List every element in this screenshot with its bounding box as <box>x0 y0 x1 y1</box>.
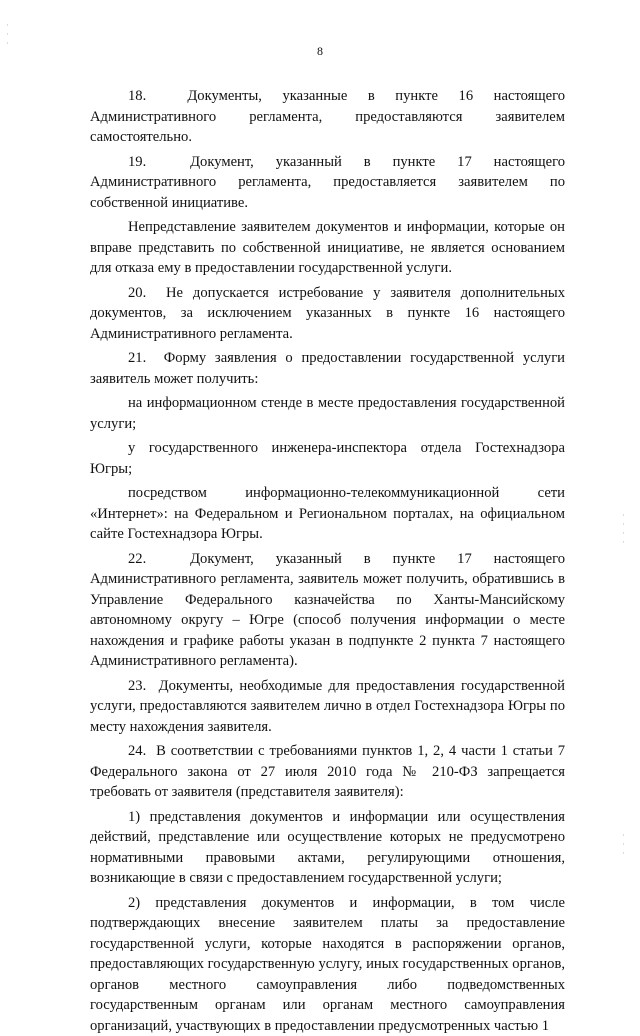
paragraph-24: 24. В соответствии с требованиями пунктов 1, 2, 4 части 1 статьи 7 Федерального закона от 27 июля 2010 года № 210-ФЗ запрещается требовать от заявителя (представителя заявителя): <box>90 741 565 803</box>
paragraph-23: 23. Документы, необходимые для предоставления государственной услуги, предоставляются заявителем лично в отдел Гостехнадзора Югры по месту нахождения заявителя. <box>90 676 565 738</box>
page-number: 8 <box>0 44 640 59</box>
paragraph-22: 22. Документ, указанный в пункте 17 настоящего Административного регламента, заявитель может получить, обратившись в Управление Федерального казначейства по Ханты-Мансийскому автономному округу – Югре (способ получения информации о месте нахождения и графике работы указан в подпункте 2 пункта 7 настоящего Административного регламента). <box>90 549 565 672</box>
paragraph-19-note: Непредставление заявителем документов и информации, которые он вправе представить по собственной инициативе, не является основанием для отказа ему в предоставлении государственной услуги. <box>90 217 565 279</box>
paragraph-24-item-1: 1) представления документов и информации или осуществления действий, представление или осуществление которых не предусмотрено нормативными правовыми актами, регулирующими отношения, возникающие в связи с предоставлением государственной услуги; <box>90 807 565 889</box>
paragraph-24-item-2: 2) представления документов и информации, в том числе подтверждающих внесение заявителем платы за предоставление государственной услуги, которые находятся в распоряжении органов, предоставляющих государственную услугу, иных государственных органов, органов местного самоуправления либо подведомственных государственным органам или органам местного самоуправления организаций, участвующих в предоставлении предусмотренных частью 1 <box>90 893 565 1036</box>
scan-margin-mark-right-lower: · · · <box>622 832 625 859</box>
scan-margin-mark-right: · · · · <box>622 512 625 548</box>
scan-margin-mark-left: · · · <box>6 22 9 49</box>
paragraph-21: 21. Форму заявления о предоставлении государственной услуги заявитель может получить: <box>90 348 565 389</box>
document-body <box>90 86 565 1036</box>
paragraph-21-item-inspector: у государственного инженера-инспектора отдела Гостехнадзора Югры; <box>90 438 565 479</box>
paragraph-20: 20. Не допускается истребование у заявителя дополнительных документов, за исключением указанных в пункте 16 настоящего Административного регламента. <box>90 283 565 345</box>
paragraph-18: 18. Документы, указанные в пункте 16 настоящего Административного регламента, предоставляются заявителем самостоятельно. <box>90 86 565 148</box>
paragraph-21-item-internet: посредством информационно-телекоммуникационной сети «Интернет»: на Федеральном и Региональном порталах, на официальном сайте Гостехнадзора Югры. <box>90 483 565 545</box>
paragraph-21-item-stand: на информационном стенде в месте предоставления государственной услуги; <box>90 393 565 434</box>
paragraph-19: 19. Документ, указанный в пункте 17 настоящего Административного регламента, предоставляется заявителем по собственной инициативе. <box>90 152 565 214</box>
